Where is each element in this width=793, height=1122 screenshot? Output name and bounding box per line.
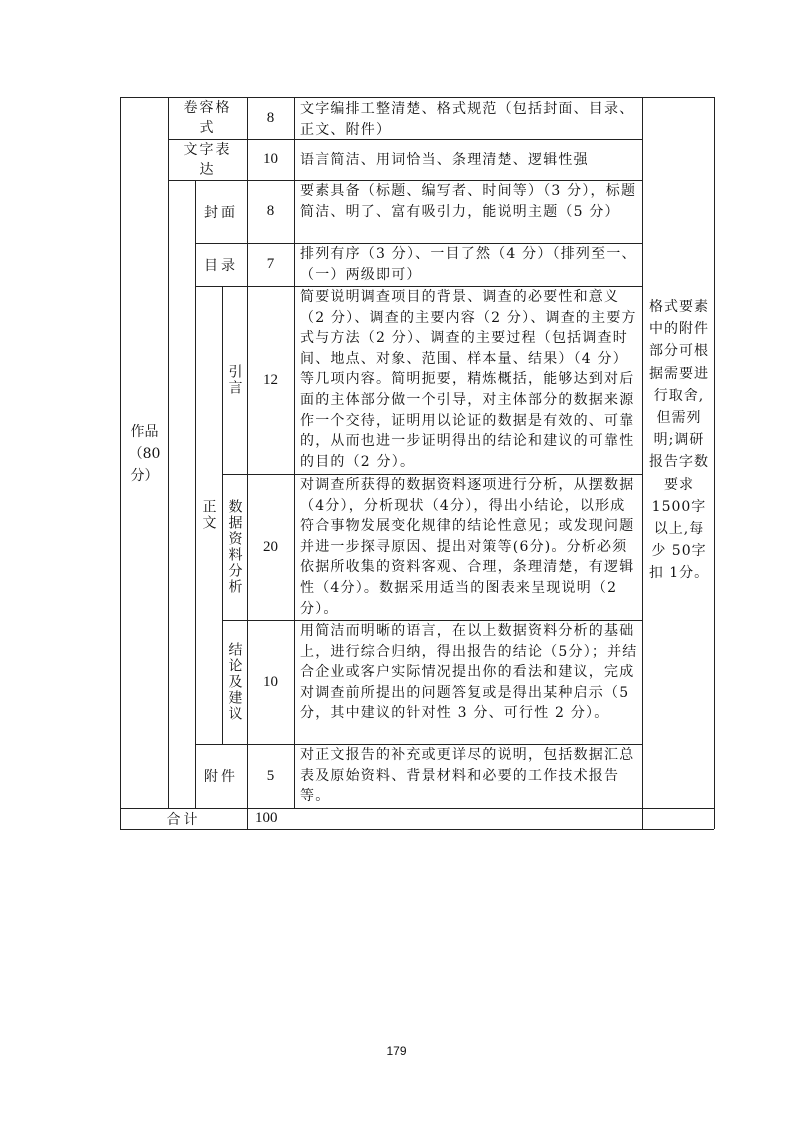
score-format: 8 [266,109,275,126]
body-label-cell [195,286,222,744]
criteria-intro: 简要说明调查项目的背景、调查的必要性和意义（2 分）、调查的主要内容（2 分）、调查的主要方式与方法（2 分）、调查的主要过程（包括调查时间、地点、对象、范围、样本量、结果）（4 分）等几项内容。简明扼要，精炼概括，能够达到对后面的主体部分做一个引导，对主体部分的数据来源作一个交待，证明用以论证的数据是有效的、可靠的，从而也进一步证明得出的结论和建议的可靠性的目的（2 分）。 [300,289,637,470]
page-number: 179 [386,1044,407,1058]
item-language [168,139,247,180]
note-col-left [642,97,643,829]
score-toc: 7 [266,256,275,272]
item-intro [222,286,247,474]
item-conclusion [222,620,247,744]
category-label: 作品 [130,424,159,440]
criteria-conclusion: 用简洁而明晰的语言，在以上数据资料分析的基础上，进行综合归纳，得出报告的结论（5分）；并结合企业或客户实际情况提出你的看法和建议，完成对调查前所提出的问题答复或是得出某种启示（5分，其中建议的针对性 3 分、可行性 2 分）。 [300,623,638,722]
score-appendix: 5 [266,767,275,784]
category-cell [121,420,168,488]
table-border-right [714,97,715,829]
item-language-label: 文字表达 [183,141,232,178]
score-conclusion: 10 [263,673,278,690]
score-analysis: 20 [263,538,278,555]
criteria-cover: 要素具备（标题、编写者、时间等）（3 分），标题简洁、明了、富有吸引力，能说明主题（5 分） [300,183,637,220]
item-appendix: 附件 [204,769,238,785]
score-language: 10 [263,151,278,167]
table-border-bottom [120,829,714,830]
total-score: 100 [255,810,278,826]
criteria-analysis: 对调查所获得的数据资料逐项进行分析，从摆数据（4分），分析现状（4分），得出小结论，以形成符合事物发展变化规律的结论性意见；或发现问题并进一步探寻原因、提出对策等(6分)。分析必须依据所收集的资料客观、合理，条理清楚，有逻辑性（4分）。数据采用适当的图表来呈现说明（2分）。 [300,477,635,617]
category-divider [168,97,169,808]
item-format-label: 卷容格式 [183,100,232,136]
criteria-language: 语言简洁、用词恰当、条理清楚、逻辑性强 [300,152,589,168]
format-note: 格式要素中的附件部分可根据需要进行取舍,但需列明;调研报告字数要求 1500字以上,每少 50字扣 1分。 [648,299,710,582]
category-unit: 分） [130,468,159,484]
criteria-format: 文字编排工整清楚、格式规范（包括封面、目录、正文、附件） [300,101,635,138]
item-format [168,97,247,139]
total-label: 合计 [166,811,201,828]
item-analysis-label: 数据资料分析 [226,499,243,595]
criteria-toc: 排列有序（3 分）、一目了然（4 分）（排列至一、（一）两级即可） [300,246,637,283]
criteria-appendix: 对正文报告的补充或更详尽的说明，包括数据汇总表及原始资料、背景材料和必要的工作技术报告等。 [300,747,635,805]
criteria-col-left [294,97,295,808]
score-cover: 8 [266,203,275,219]
item-intro-label: 引言 [226,364,243,396]
item-cover: 封面 [204,204,238,221]
body-label: 正文 [200,499,217,531]
item-conclusion-label: 结论及建议 [226,642,243,722]
item-analysis [222,474,247,620]
category-points: （80 [128,446,161,462]
score-intro: 12 [263,371,278,388]
item-toc: 目录 [204,257,238,274]
